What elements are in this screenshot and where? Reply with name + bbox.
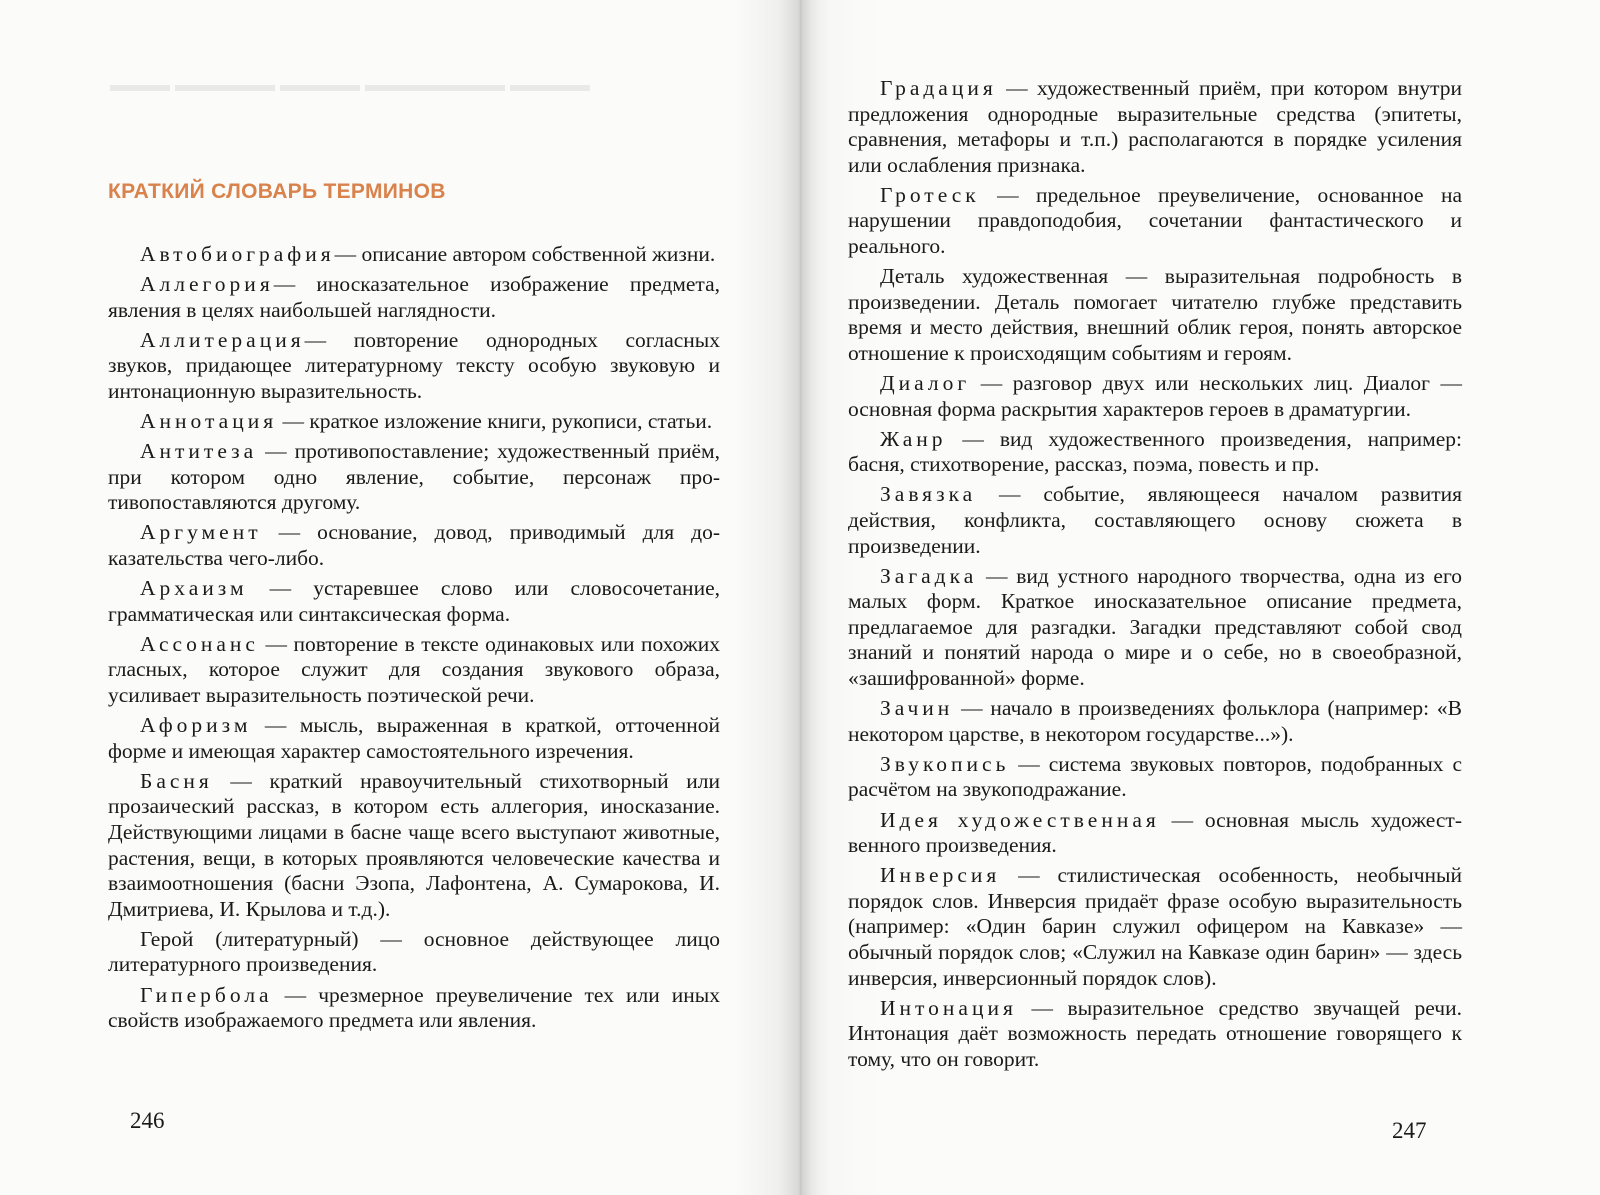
term: Инверсия	[880, 863, 1001, 888]
definition: — стилистическая особенность, необычный порядок слов. Инверсия придаёт фразе особую выразительность (например: «Один барин служил офицером на Кавказе» — обычный порядок слов; «Служил на Кавказе один барин» — здесь инверсия, инверсионный порядок слов).	[848, 863, 1462, 990]
term: Аннотация	[140, 409, 278, 434]
definition: — начало в произведениях фольклора (например: «В некотором царстве, в некотором государстве...»).	[848, 696, 1462, 746]
glossary-entry	[108, 272, 720, 323]
definition: — повторение в тексте одинаковых или похожих гласных, которое служит для создания звукового образа, усиливает выразительность поэтической речи.	[108, 631, 720, 707]
term: Автобиография	[140, 242, 335, 266]
glossary-entry	[108, 713, 720, 764]
glossary-entry	[848, 76, 1462, 178]
term: Афоризм	[140, 713, 252, 738]
definition: — выразительная подробность в произведении. Деталь помогает читателю глубже представить время и место действия, внешний облик героя, понять авторское отношение к происходящим событиям и героям.	[848, 264, 1463, 365]
glossary-entry	[108, 576, 720, 627]
term: Архаизм	[140, 576, 248, 601]
glossary-entry	[108, 927, 720, 978]
definition: — выразительное средство звучащей речи. Интонация даёт возможность передать отношение говорящего к тому, что он говорит.	[848, 995, 1462, 1071]
definition: — повторение однородных согласных звуков, придающее литературному тексту особую звуковую и интонационную выразительность.	[108, 327, 720, 403]
definition: — событие, являющееся началом развития действия, конфликта, составляющего основу сюжета в произведении.	[848, 482, 1462, 558]
definition: — чрезмерное преувеличение тех или иных свойств изображаемого предмета или явления.	[108, 982, 720, 1033]
glossary-entry	[108, 632, 720, 709]
glossary-entry	[848, 264, 1462, 366]
term: Загадка	[880, 563, 978, 588]
term: Аргумент	[140, 520, 262, 545]
term: Аллегория	[140, 272, 274, 297]
right-page	[800, 0, 1600, 1195]
glossary-entry	[848, 371, 1462, 422]
definition: — художественный приём, при котором внутри предложения однородные выразительные средства (эпитеты, сравнения, метафоры и т.п.) располагаются в порядке усиления или ослабления признака.	[848, 76, 1462, 177]
term: Гротеск	[880, 182, 980, 207]
glossary-entry	[108, 409, 720, 435]
glossary-entry	[848, 752, 1462, 803]
term: Интонация	[880, 995, 1017, 1020]
glossary-column-right	[848, 76, 1462, 1077]
glossary-entry	[848, 808, 1462, 859]
term: Звукопись	[880, 751, 1010, 776]
glossary-entry	[108, 983, 720, 1034]
term: Аллитерация	[140, 327, 305, 352]
definition: — мысль, выраженная в краткой, отточенной форме и имеющая характер самостоятельного изречения.	[108, 713, 720, 763]
term: Ассонанс	[140, 631, 259, 656]
glossary-entry	[848, 863, 1462, 991]
glossary-column-left	[108, 242, 720, 1038]
definition: — разговор двух или нескольких лиц. Диалог — основная форма раскрытия характеров героев в драматургии.	[848, 371, 1462, 421]
term: Басня	[140, 768, 213, 793]
page-number: 246	[130, 1108, 165, 1133]
book-gutter	[780, 0, 820, 1195]
glossary-entry	[108, 769, 720, 923]
term: Градация	[880, 76, 997, 100]
page-number: 247	[1392, 1118, 1427, 1143]
glossary-entry	[848, 696, 1462, 747]
term: Деталь художественная	[880, 264, 1109, 289]
glossary-entry	[848, 427, 1462, 478]
definition: — предельное преувеличение, основанное на нарушении правдоподобия, сочетании фантастического и реального.	[848, 182, 1462, 259]
glossary-entry	[848, 482, 1462, 559]
definition: — противопоставление; художественный приём, при котором одно явление, событие, персонаж противопоставляются другому.	[108, 439, 720, 515]
definition: — краткое изложение книги, рукописи, статьи.	[277, 409, 713, 434]
term: Идея художественная	[880, 807, 1160, 832]
term: Завязка	[880, 482, 977, 507]
term: Диалог	[880, 371, 971, 396]
definition: — краткий нравоучительный стихотворный или прозаический рассказ, в котором есть аллегория, иносказание. Действующими лицами в басне чаще всего выступают животные, растения, вещи, в которых проявляются человеческие качества и взаимоотношения (басни Эзопа, Лафонтена, А. Сумарокова, И. Дмитриева, И. Крылова и т.д.).	[108, 768, 720, 921]
definition: — вид художественного произведения, например: басня, стихотворение, рассказ, поэма, повесть и пр.	[848, 426, 1462, 477]
term: Герой (литературный)	[140, 926, 359, 951]
definition: — устаревшее слово или словосочетание, грамматическая или синтаксическая форма.	[108, 576, 720, 626]
term: Гипербола	[140, 982, 273, 1007]
definition: — основание, довод, приводимый для доказательства чего-либо.	[108, 520, 720, 571]
glossary-entry	[108, 328, 720, 405]
definition: — иносказательное изображение предмета, явления в целях наибольшей наглядности.	[108, 272, 720, 322]
term: Антитеза	[140, 439, 258, 464]
glossary-entry	[848, 996, 1462, 1073]
definition: — основное действующее лицо литературного произведения.	[108, 926, 720, 977]
term: Жанр	[880, 426, 947, 451]
show-through-text: ▬▬▬ ▬▬▬▬▬ ▬▬▬▬ ▬▬▬▬▬▬▬ ▬▬▬▬	[110, 74, 590, 96]
glossary-entry	[108, 439, 720, 516]
glossary-entry	[848, 183, 1462, 260]
definition: — основная мысль художественного произведения.	[848, 807, 1462, 858]
section-title: КРАТКИЙ СЛОВАРЬ ТЕРМИНОВ	[108, 180, 446, 203]
definition: — вид устного народного творчества, одна из его малых форм. Краткое иносказательное описание предмета, предлагаемое для разгадки. Загадки представляют собой свод знаний и понятий народа о мире и о себе, но в своеобразной, «зашифрованной» форме.	[848, 563, 1462, 691]
glossary-entry	[108, 242, 720, 268]
glossary-entry	[848, 564, 1462, 692]
term: Зачин	[880, 696, 954, 721]
glossary-entry	[108, 520, 720, 571]
definition: — система звуковых повторов, подобранных с расчётом на звукоподражание.	[848, 751, 1462, 802]
definition: — описание автором собственной жизни.	[334, 242, 716, 266]
